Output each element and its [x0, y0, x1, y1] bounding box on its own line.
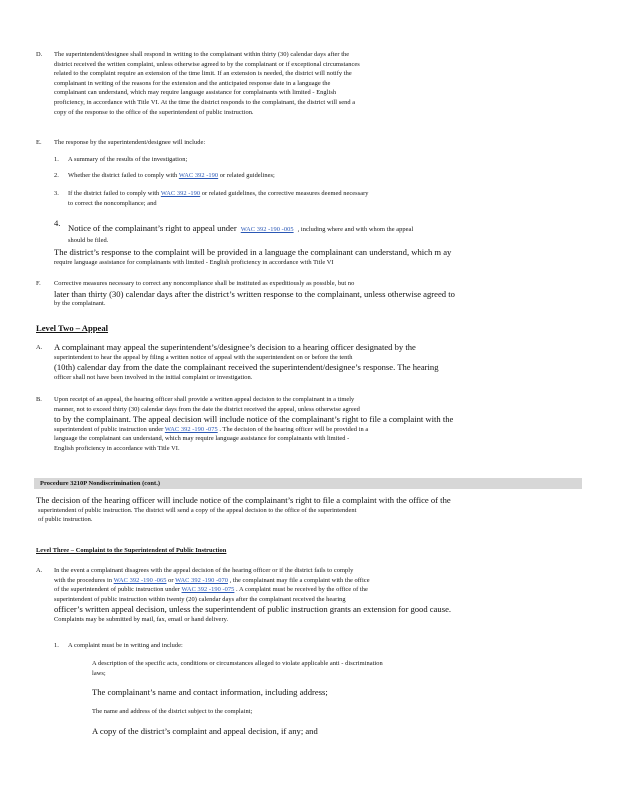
- section-d-line: district received the written complaint, unless otherwise agreed to by the complainant or if exceptional circumstances: [54, 60, 360, 68]
- text: Notice of the complainant’s right to appeal under: [68, 223, 237, 233]
- text: . A complaint must be received by the office of the: [236, 586, 368, 594]
- section-f-letter: F.: [36, 280, 41, 287]
- text: Upon receipt of an appeal, the hearing officer shall provide a written appeal decision to the complainant in a timely: [54, 396, 355, 403]
- text: In the event a complainant disagrees with the appeal decision of the hearing officer or if the district fails to comply: [54, 567, 354, 574]
- text: with the procedures in: [54, 576, 113, 584]
- section-e-item2-num: 2.: [54, 172, 59, 179]
- text: later than thirty (30) calendar days after the district’s written response to the complainant, unless otherwise agreed to: [54, 288, 455, 299]
- list-item: The name and address of the district subject to the complaint;: [92, 708, 253, 715]
- level-two-b-text: [54, 395, 566, 454]
- level-three-a-letter: A.: [36, 567, 43, 574]
- text: to correct the noncompliance; and: [68, 199, 157, 207]
- procedure-header-band: [34, 478, 582, 489]
- wac-link[interactable]: WAC 392 -190 -075: [181, 586, 235, 594]
- text: Corrective measures necessary to correct any noncompliance shall be instituted as expeditiously as possible, but no: [54, 280, 355, 287]
- text: require language assistance for complainants with limited - English proficiency in accordance with Title VI: [54, 258, 334, 266]
- text: of public instruction.: [38, 516, 93, 524]
- text: superintendent of public instruction under: [54, 425, 164, 433]
- section-e-intro: The response by the superintendent/designee will include:: [54, 139, 206, 146]
- section-e-item3-num: 3.: [54, 190, 59, 197]
- text: If the district failed to comply with: [68, 190, 160, 197]
- level-two-b-letter: B.: [36, 396, 42, 403]
- section-d-line: related to the complaint require an extension of the time limit. If an extension is needed, the district will notify the: [54, 70, 352, 78]
- section-e-item2: [68, 171, 566, 181]
- level-three-heading: Level Three – Complaint to the Superintendent of Public Instruction: [36, 547, 227, 554]
- section-d-text: [54, 50, 566, 117]
- section-e-item4-num: 4.: [54, 218, 61, 228]
- section-d-line: complainant can understand, which may require language assistance for complainants with limited - English: [54, 89, 337, 97]
- section-e-item1-num: 1.: [54, 156, 59, 163]
- section-e-item1: A summary of the results of the investigation;: [68, 156, 188, 163]
- text: officer’s written appeal decision, unless the superintendent of public instruction grants an extension for good cause.: [54, 604, 452, 615]
- text: (10th) calendar day from the date the complainant received the superintendent/designee’s response. The hearing: [54, 362, 439, 373]
- text: Whether the district failed to comply with: [68, 172, 178, 179]
- text: of the superintendent of public instruction under: [54, 586, 180, 594]
- text: , the complainant may file a complaint with the office: [229, 576, 370, 584]
- text: A description of the specific acts, conditions or circumstances alleged to violate applicable anti - discrimination: [92, 660, 383, 667]
- section-e-letter: E.: [36, 139, 42, 146]
- text: officer shall not have been involved in the initial complaint or investigation.: [54, 373, 253, 381]
- text: , including where and with whom the appeal: [297, 226, 414, 233]
- text: laws;: [92, 669, 106, 677]
- section-d-line: complainant in writing of the reasons for the extension and the anticipated response date in a language the: [54, 79, 331, 87]
- wac-link[interactable]: WAC 392 -190 -070: [175, 576, 228, 584]
- text: Complaints may be submitted by mail, fax, email or hand delivery.: [54, 615, 229, 623]
- list-item: A copy of the district’s complaint and appeal decision, if any; and: [92, 726, 318, 736]
- text: superintendent of public instruction within twenty (20) calendar days after the complainant received the hearing: [54, 595, 346, 603]
- text: . The decision of the hearing officer will be provided in a: [219, 425, 369, 433]
- text: or related guidelines, the corrective measures deemed necessary: [201, 190, 369, 197]
- text: superintendent of public instruction. The district will send a copy of the appeal decision to the office of the superintendent: [38, 506, 357, 514]
- text: or: [168, 576, 174, 584]
- text: superintendent to hear the appeal by filing a written notice of appeal with the superintendent on or before the tenth: [54, 353, 353, 361]
- hearing-paragraph: [36, 495, 586, 525]
- section-e-item4: [68, 218, 566, 246]
- text: manner, not to exceed thirty (30) calendar days from the date the district received the appeal, unless otherwise agreed: [54, 405, 360, 413]
- wac-link[interactable]: WAC 392 -190 -065: [113, 576, 167, 584]
- wac-link[interactable]: WAC 392 -190 -075: [164, 425, 218, 433]
- text: by the complainant.: [54, 299, 106, 307]
- text: The decision of the hearing officer will include notice of the complainant’s right to file a complaint with the office of the: [36, 495, 451, 505]
- text: should be filed.: [68, 237, 109, 244]
- wac-link[interactable]: WAC 392 -190 -005: [240, 226, 294, 233]
- text: English proficiency in accordance with Title VI.: [54, 444, 180, 452]
- text: language the complainant can understand, which may require language assistance for complainants with limited -: [54, 435, 350, 443]
- procedure-header-text: Procedure 3210P Nondiscrimination (cont.): [40, 480, 161, 487]
- text: to by the complainant. The appeal decision will include notice of the complainant’s right to file a complaint with the: [54, 414, 454, 425]
- section-e-note: [54, 247, 566, 267]
- level-three-a-text: [54, 566, 566, 625]
- list-item: [92, 659, 562, 678]
- section-d-letter: D.: [36, 51, 43, 58]
- section-d-line: proficiency, in accordance with Title VI. At the time the district responds to the complainant, the district will send a: [54, 98, 356, 106]
- wac-link[interactable]: WAC 392 -190: [178, 172, 219, 179]
- text: or related guidelines;: [219, 172, 275, 179]
- wac-link[interactable]: WAC 392 -190: [160, 190, 201, 197]
- level-three-item1: A complaint must be in writing and include:: [68, 642, 183, 649]
- section-d-line: The superintendent/designee shall respond in writing to the complainant within thirty (30) calendar days after the: [54, 51, 350, 58]
- section-e-item3: [68, 189, 566, 208]
- level-two-heading: Level Two – Appeal: [36, 323, 109, 333]
- level-two-a-text: [54, 342, 566, 382]
- text: The district’s response to the complaint will be provided in a language the complainant can understand, which m ay: [54, 247, 452, 257]
- text: A complainant may appeal the superintendent’s/designee’s decision to a hearing officer designated by the: [54, 342, 416, 352]
- level-three-item1-num: 1.: [54, 642, 59, 649]
- level-two-a-letter: A.: [36, 344, 43, 351]
- section-f-text: [54, 279, 566, 308]
- list-item: The complainant’s name and contact information, including address;: [92, 687, 328, 697]
- section-d-line: copy of the response to the office of the superintendent of public instruction.: [54, 108, 254, 116]
